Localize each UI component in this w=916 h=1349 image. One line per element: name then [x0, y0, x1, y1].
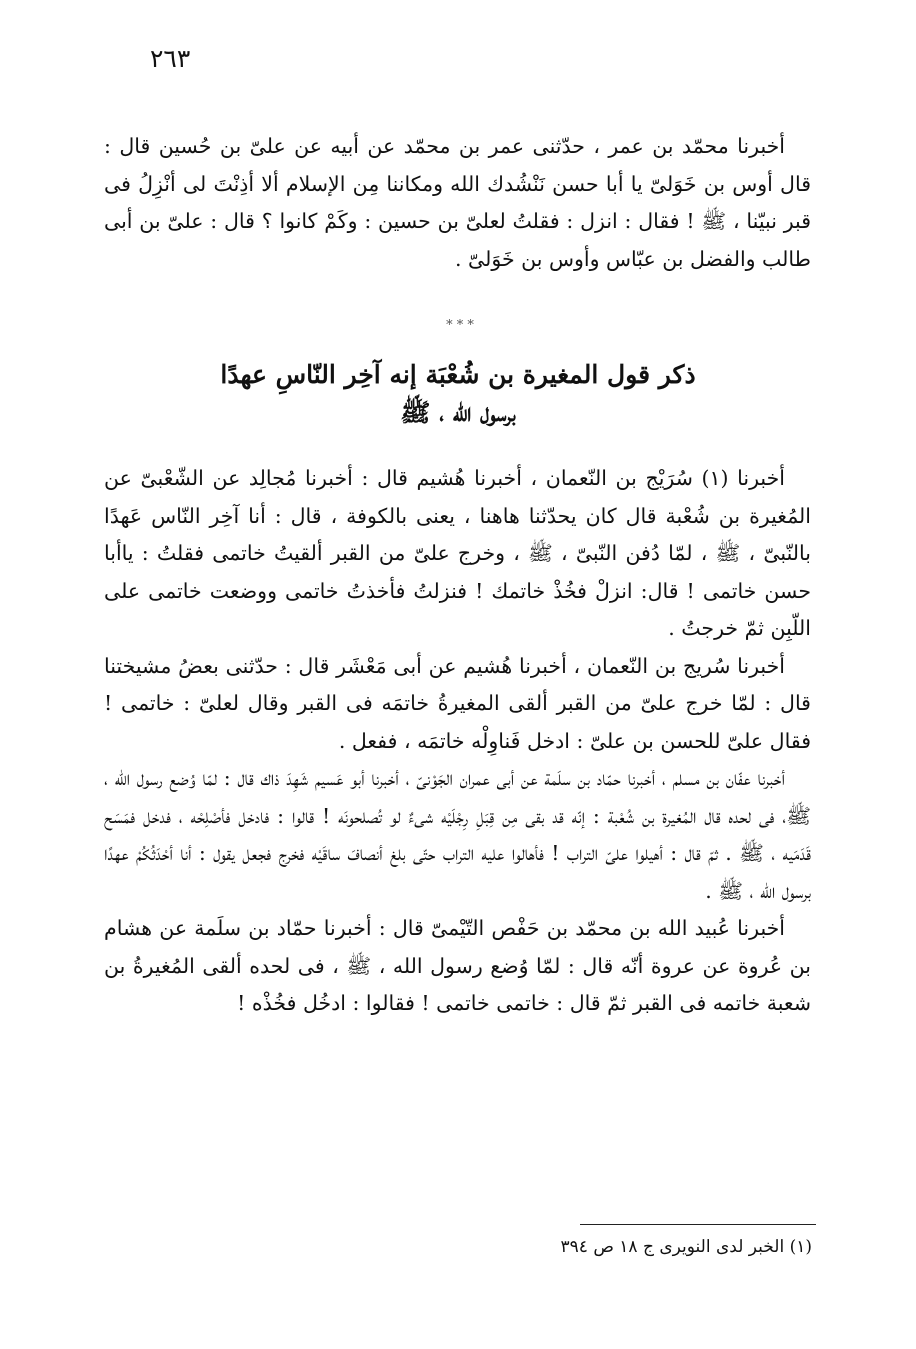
- heading-line: برسول الله ، ﷺ: [400, 398, 516, 427]
- heading-line: ذكر قول المغيرة بن شُعْبَة إنه آخِر النّاسِ عهدًا: [220, 360, 696, 389]
- paragraph: أخبرنا محمّد بن عمر ، حدّثنى عمر بن محمّد عن أبيه عن علىّ بن حُسين قال : قال أوس بن خَوَلىّ يا أبا حسن نَنْشُدك الله ومكاننا مِن الإسلام ألا أذِنْتَ لى أنْزِلُ فى قبر نبيّنا ، ﷺ ! فقال : انزل : فقلتُ لعلىّ بن حسين : وكَمْ كانوا ؟ قال : علىّ بن أبى طالب والفضل بن عبّاس وأوس بن خَوَلىّ .: [104, 134, 811, 271]
- text-block-top: [104, 128, 811, 278]
- page-number: ٢٦٣: [150, 44, 191, 73]
- paragraph: أخبرنا عفّان بن مسلم ، أخبرنا حمّاد بن سلَمة عن أبى عمران الجَوْنىّ ، أخبرنا أبو عَسيم شَهِدَ ذاك قال : لمّا وُضع رسول الله ، ﷺ، فى لحده قال المُغيرة بن شُعْبة : إنّه قد بقى مِن قِبَلِ رِجْلَيْه شىءٌ لو تُصلحونَه ! قالوا : فادخل فأصْلِحْه ، فدخل فمَسَح قَدَمَيه ، ﷺ . ثمّ قال : أهيلوا علىّ التراب ! فأهالوا عليه التراب حتّى بلغ أنصافَ ساقَيْه فخرج فجعل يقول : أنا أحْدَثُكُمْ عهدًا برسول الله ، ﷺ .: [104, 766, 811, 903]
- footnote-divider: [580, 1224, 816, 1225]
- text-block-main: [104, 460, 811, 1023]
- footnote: (١) الخبر لدى النويرى ج ١٨ ص ٣٩٤: [560, 1237, 812, 1257]
- section-separator: * * *: [446, 318, 474, 333]
- section-heading: [150, 356, 766, 432]
- paragraph: أخبرنا عُبيد الله بن محمّد بن حَفْص التّيْمىّ قال : أخبرنا حمّاد بن سلَمة عن هشام بن عُروة عن عروة أنّه قال : لمّا وُضع رسول الله ، ﷺ ، فى لحده ألقى المُغيرةُ بن شعبة خاتمه فى القبر ثمّ قال : خاتمى خاتمى ! فقالوا : ادخُل فخُذْه !: [104, 916, 811, 1015]
- paragraph: أخبرنا سُريج بن النّعمان ، أخبرنا هُشيم عن أبى مَعْشَر قال : حدّثنى بعضُ مشيختنا قال : لمّا خرج علىّ من القبر ألقى المغيرةُ خاتمَه فى القبر وقال لعلىّ : خاتمى ! فقال علىّ للحسن بن علىّ : ادخل فَناوِلْه خاتمَه ، ففعل .: [104, 653, 811, 753]
- paragraph: أخبرنا (١) سُرَيْج بن النّعمان ، أخبرنا هُشيم قال : أخبرنا مُجالِد عن الشّعْبىّ عن المُغيرة بن شُعْبة قال كان يحدّثنا هاهنا ، يعنى بالكوفة ، قال : أنا آخِر النّاس عَهدًا بالنّبىّ ، ﷺ ، لمّا دُفن النّبىّ ، ﷺ ، وخرج علىّ من القبر ألقيتُ خاتمى فقلتُ : ياأبا حسن خاتمى ! قال: انزلْ فخُذْ خاتمك ! فنزلتُ فأخذتُ خاتمى ووضعت خاتمى على اللّبِن ثمّ خرجتُ .: [104, 466, 811, 640]
